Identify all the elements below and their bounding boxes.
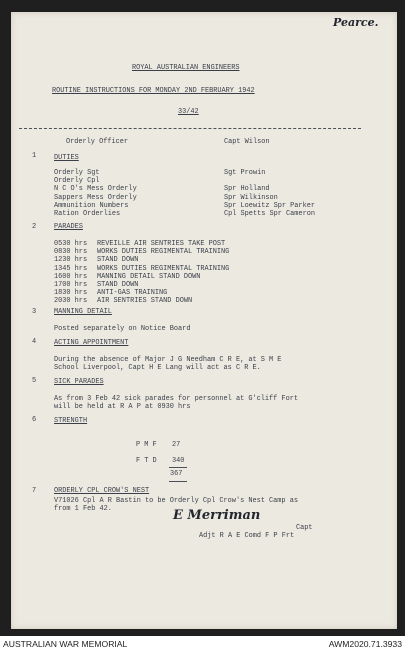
orderly-officer-value: Capt Wilson	[224, 138, 270, 146]
strength-value: 27	[172, 441, 181, 449]
orderly-officer-label: Orderly Officer	[66, 138, 129, 146]
duty-assignee: Spr Holland	[224, 185, 270, 194]
separator-line	[19, 128, 361, 129]
duty-label: Orderly Cpl	[54, 177, 100, 186]
parade-event: REVEILLE AIR SENTRIES TAKE POST	[97, 240, 226, 248]
duty-label: Orderly Sgt	[54, 169, 100, 177]
parade-time: 0830 hrs	[54, 248, 88, 257]
sick-heading: SICK PARADES	[54, 378, 104, 386]
total-rule	[169, 467, 187, 468]
parade-event: WORKS DUTIES REGIMENTAL TRAINING	[97, 264, 230, 273]
signature: E Merriman	[173, 508, 261, 523]
duty-label: Sappers Mess Orderly	[54, 193, 137, 202]
parade-event: ANTI-GAS TRAINING	[97, 289, 168, 298]
footer-source: AUSTRALIAN WAR MEMORIAL	[3, 639, 128, 649]
duty-assignee: Spr Wilkinson	[224, 193, 278, 202]
section-number: 7	[32, 487, 37, 495]
strength-total: 367	[170, 470, 183, 478]
strength-heading: STRENGTH	[54, 417, 88, 425]
parade-time: 1830 hrs	[54, 289, 88, 298]
parades-heading: PARADES	[54, 223, 83, 231]
duty-assignee: Sgt Prowin	[224, 169, 266, 177]
document-title: ROUTINE INSTRUCTIONS FOR MONDAY 2ND FEBRUARY 1942	[52, 87, 255, 95]
footer-accession-number: AWM2020.71.3933	[328, 639, 402, 649]
parade-time: 0530 hrs	[54, 240, 88, 248]
footer-bar	[0, 636, 405, 653]
parade-event: STAND DOWN	[97, 281, 139, 289]
acting-line-1: During the absence of Major J G Needham C R E, at S M E	[54, 356, 282, 364]
section-number: 2	[32, 223, 37, 231]
crows-nest-line-2: from 1 Feb 42.	[54, 505, 112, 513]
parade-time: 1230 hrs	[54, 256, 88, 265]
sick-line-2: will be held at R A P at 0930 hrs	[54, 403, 191, 411]
section-number: 6	[32, 416, 37, 424]
handwritten-annotation: Pearce.	[333, 16, 379, 29]
duty-assignee: Spr Loewitz Spr Parker	[224, 201, 315, 210]
crows-nest-heading: ORDERLY CPL CROW'S NEST	[54, 487, 150, 495]
strength-label: F T D	[136, 457, 157, 465]
parade-event: STAND DOWN	[97, 256, 139, 265]
section-number: 3	[32, 308, 37, 316]
duty-assignee: Cpl Spetts Spr Cameron	[224, 210, 315, 218]
parade-time: 1700 hrs	[54, 281, 88, 289]
parade-event: WORKS DUTIES REGIMENTAL TRAINING	[97, 248, 230, 257]
parade-time: 2030 hrs	[54, 297, 88, 306]
strength-value: 340	[172, 457, 185, 465]
sick-line-1: As from 3 Feb 42 sick parades for personnel at G'cliff Fort	[54, 395, 298, 403]
parade-time: 1600 hrs	[54, 272, 88, 281]
instruction-number: 33/42	[178, 108, 199, 116]
signatory-title: Adjt R A E Comd F P Frt	[199, 532, 295, 540]
duty-label: Ammunition Numbers	[54, 201, 129, 210]
acting-heading: ACTING APPOINTMENT	[54, 339, 129, 347]
manning-heading: MANNING DETAIL	[54, 308, 112, 316]
parade-time: 1345 hrs	[54, 264, 88, 273]
strength-label: P M F	[136, 441, 157, 449]
section-number: 4	[32, 338, 37, 346]
acting-line-2: School Liverpool, Capt H E Lang will act as C R E.	[54, 364, 261, 372]
signatory-rank: Capt	[296, 524, 313, 532]
total-rule	[169, 481, 187, 482]
duties-heading: DUTIES	[54, 154, 79, 162]
parade-event: MANNING DETAIL STAND DOWN	[97, 272, 201, 281]
manning-text: Posted separately on Notice Board	[54, 325, 191, 333]
section-number: 5	[32, 377, 37, 385]
unit-heading: ROYAL AUSTRALIAN ENGINEERS	[132, 64, 240, 72]
crows-nest-line-1: V71026 Cpl A R Bastin to be Orderly Cpl Crow's Nest Camp as	[54, 497, 298, 505]
duty-label: Ration Orderlies	[54, 210, 121, 218]
document-page	[11, 12, 397, 629]
duty-label: N C O's Mess Orderly	[54, 185, 137, 194]
section-number: 1	[32, 152, 37, 160]
parade-event: AIR SENTRIES STAND DOWN	[97, 297, 193, 306]
